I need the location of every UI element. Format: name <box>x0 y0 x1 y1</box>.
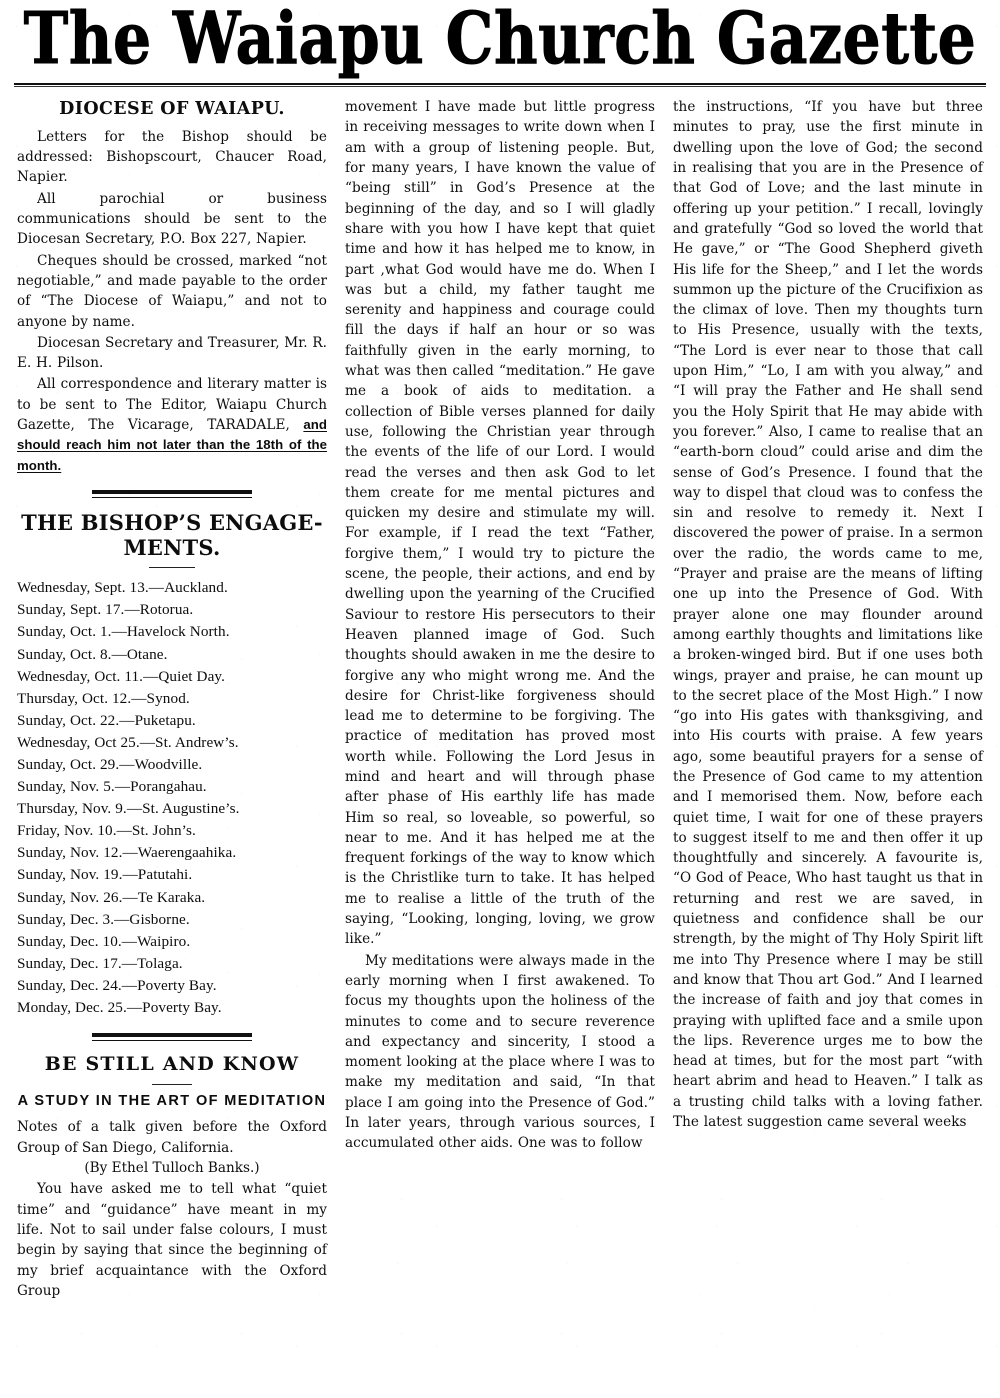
column-container <box>0 87 1000 1387</box>
list-item: Monday, Dec. 25.—Poverty Bay. <box>17 999 222 1017</box>
correspondence-deadline-emphasis: and should reach him not later than the 18th of the month. <box>17 416 327 473</box>
article-title: BE STILL AND KNOW <box>44 1053 300 1076</box>
diocese-paragraph: Diocesan Secretary and Treasurer, Mr. R. E. H. Pilson. <box>17 334 327 372</box>
list-item: Sunday, Sept. 17.—Rotorua. <box>17 601 194 619</box>
engagements-list <box>17 577 327 1019</box>
article-divider-thick <box>92 1033 252 1037</box>
list-item: Sunday, Dec. 10.—Waipiro. <box>17 932 191 950</box>
column-one <box>8 97 336 1387</box>
list-item: Friday, Nov. 10.—St. John’s. <box>17 822 196 840</box>
masthead-title: The Waiapu Church Gazette <box>23 0 977 81</box>
masthead <box>0 0 1000 87</box>
column-three <box>664 97 992 1387</box>
section-divider-thin <box>92 497 252 498</box>
column-two <box>336 97 664 1387</box>
diocese-paragraph: Cheques should be crossed, marked “not negotiable,” and made payable to the order of “The Diocese of Waiapu,” and not to anyone by name. <box>17 252 327 330</box>
article-paragraph: My meditations were always made in the early morning when I first awakened. To focus my thoughts upon the holiness of the minutes to come and to secure reverence and expectancy and sincerity, I stood a moment looking at the place where I was to make my meditation and said, “In that place I am going into the Presence of God.” In later years, through various sources, I accumulated other aids. One was to follow <box>345 952 655 1152</box>
list-item: Sunday, Oct. 1.—Havelock North. <box>17 623 230 641</box>
list-item: Sunday, Dec. 3.—Gisborne. <box>17 910 190 928</box>
list-item: Sunday, Oct. 22.—Puketapu. <box>17 711 196 729</box>
list-item: Sunday, Nov. 5.—Porangahau. <box>17 778 207 796</box>
article-source-note: Notes of a talk given before the Oxford Group of San Diego, California. <box>17 1119 327 1156</box>
list-item: Wednesday, Sept. 13.—Auckland. <box>17 579 228 597</box>
masthead-divider-thick <box>14 83 986 85</box>
article-divider-thin <box>92 1040 252 1041</box>
diocese-heading: DIOCESE OF WAIAPU. <box>59 99 285 120</box>
list-item: Sunday, Dec. 24.—Poverty Bay. <box>17 976 217 994</box>
article-opening-paragraph: You have asked me to tell what “quiet time” and “guidance” have meant in my life. Not to sail under false colours, I must begin by saying that since the beginning of my brief acquaintance with the Oxford Group <box>17 1181 327 1299</box>
list-item: Thursday, Nov. 9.—St. Augustine’s. <box>17 800 240 818</box>
list-item: Sunday, Oct. 29.—Woodville. <box>17 756 203 773</box>
article-paragraph: movement I have made but little progress in receiving messages to write down when I am with a group of listening people. But, for many years, I have known the value of “being still” in God’s Presence at the beginning of the day, and so I will gladly share with you how I have kept that quiet time and how it has helped me to know, in part ,what God would have me do. When I was but a child, my father taught me serenity and happiness and courage could fill the days if half an hour or so was faithfully given in the early morning, to what was then called “meditation.” He gave me a book of aids to meditation. a collection of Bible verses planned for daily use, following the Christian year through the events of the life of our Lord. I would read the verses and then ask God to let them create for me mental pictures and quicken my desire and stimulate my will. For example, if I read the text “Father, forgive them,” I would try to picture the scene, the people, their actions, and end by dwelling upon the yearning of the Crucified Saviour to restore His persecutors to their Heaven planned image of God. Such thoughts should awaken in me the desire to forgive any who might wrong me. And the desire for Christ-like forgiveness should lead me to determine to be forgiving. The practice of meditation has proved most worth while. Following the Lord Jesus in mind and heart and will through phase after phase of His earthly life has made Him so real, so loveable, so powerful, so near to me. And it has helped me at the frequent forkings of the way to know which is the Christlike turn to take. It has helped me to realise a little of the truth of the saying, “Looking, longing, loving, we grow like.” <box>345 99 655 948</box>
engagements-heading: THE BISHOP’S ENGAGE-​MENTS. <box>21 509 323 561</box>
article-subtitle: A STUDY IN THE ART OF MEDITATION <box>17 1092 327 1109</box>
diocese-paragraph: All parochial or business communications should be sent to the Diocesan Secretary, P.O. Box 227, Napier. <box>17 190 327 248</box>
section-divider-thick <box>92 490 252 494</box>
article-title-divider <box>152 1084 192 1085</box>
list-item: Thursday, Oct. 12.—Synod. <box>17 689 190 707</box>
list-item: Sunday, Nov. 26.—Te Karaka. <box>17 888 206 906</box>
engagements-divider <box>149 567 195 568</box>
list-item: Wednesday, Oct 25.—St. Andrew’s. <box>17 733 239 751</box>
article-paragraph: the instructions, “If you have but three minutes to pray, use the first minute in dwelling upon the love of God; the second in realising that you are in the Presence of that God of Love; and the last minute in offering up your petition.” I recall, lovingly and gratefully “God so loved the world that He gave,” or “The Good Shepherd giveth His life for the Sheep,” and I let the words summon up the picture of the Crucifixion as the climax of love. Then my thoughts turn to His Presence, usually with the texts, “The Lord is ever near to those that call upon Him,” “Lo, I am with you alway,” and “I will pray the Father and He shall send you the Holy Spirit that He may abide with you forever.” Also, I came to realise that an “earth-born cloud” could arise and dim the sense of God’s Presence. I found that the way to dispel that cloud was to confess the sin and resolve to remedy it. Next I discovered the power of praise. In a sermon over the radio, the words came to me, “Prayer and praise are the means of lifting one up into the Presence of God. With prayer alone one may flounder around among earthly thoughts and limitations like a broken-winged bird. But if one uses both wings, prayer and praise, he can mount up to the secret place of the Most High.” I now “go into His gates with thanksgiving, and into His courts with praise. A few years ago, some beautiful prayers for a sense of the Presence of God came to my attention and I memorised them. Now, before each quiet time, I wait for one of these prayers to suggest itself to me and then offer it up thoughtfully and sincerely. A favourite is, “O God of Peace, Who hast taught us that in returning and rest we are saved, in quietness and confidence shall be our strength, by the might of Thy Holy Spirit lift me into Thy Presence where I may be still and know that Thou art God.” And I learned the increase of faith and joy that comes in praying with uplifted face and a smile upon the lips. Reverence urges me to bow the head at times, but for the most part “with heart abrim and head to Heaven.” I talk as a trusting child talks with a loving father. The latest suggestion came several weeks <box>673 99 983 1131</box>
list-item: Wednesday, Oct. 11.—Quiet Day. <box>17 667 226 685</box>
correspondence-paragraph <box>17 374 327 475</box>
article-byline: (By Ethel Tulloch Banks.) <box>84 1160 260 1177</box>
list-item: Sunday, Oct. 8.—Otane. <box>17 645 168 663</box>
list-item: Sunday, Nov. 12.—Waerengaahika. <box>17 844 237 862</box>
correspondence-text: All correspondence and literary matter is to be sent to The Editor, Waiapu Church Gazette, The Vicarage, TARADALE, <box>17 376 327 433</box>
diocese-paragraph: Letters for the Bishop should be addressed: Bishopscourt, Chaucer Road, Napier. <box>17 128 327 186</box>
list-item: Sunday, Nov. 19.—Patutahi. <box>17 866 193 884</box>
list-item: Sunday, Dec. 17.—Tolaga. <box>17 954 183 972</box>
